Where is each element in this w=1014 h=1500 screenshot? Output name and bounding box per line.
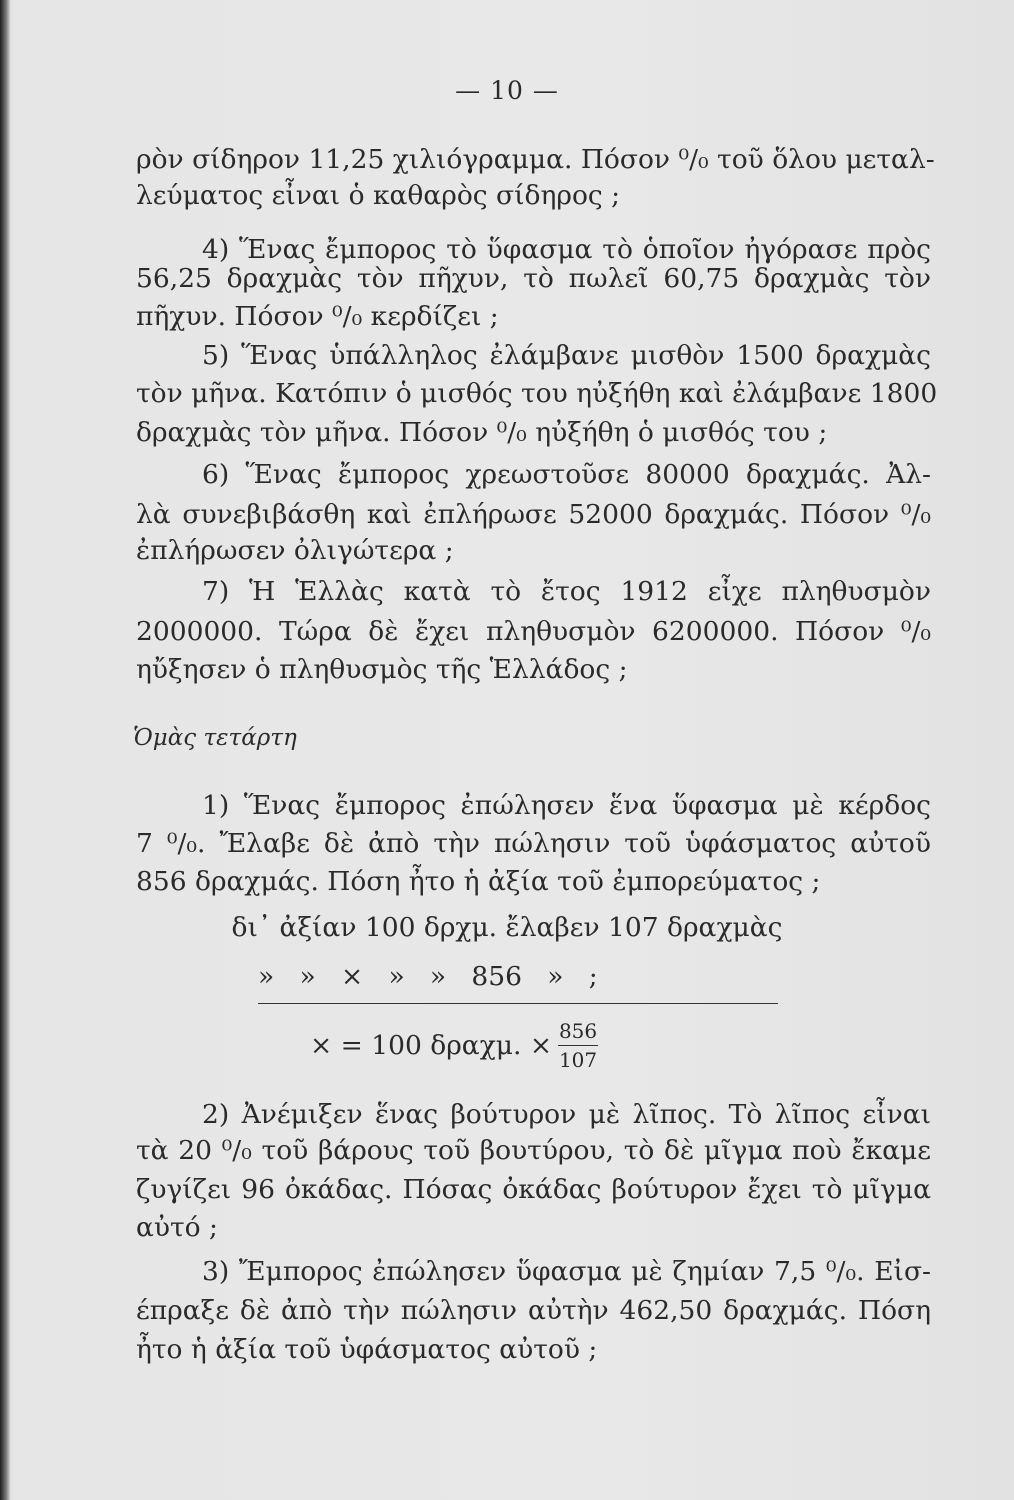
- group4-problem-1-line: 1) Ἕνας ἔμπορος ἐπώλησεν ἕνα ὕφασμα μὲ κέρδος: [202, 790, 931, 821]
- section-heading: Ὁμὰς τετάρτη: [133, 725, 297, 751]
- group4-problem-3-line: 3) Ἔμπορος ἐπώλησεν ὕφασμα μὲ ζημίαν 7,5 ⁰/₀. Εἰσ-: [202, 1256, 931, 1287]
- text-line: δραχμὰς τὸν μῆνα. Πόσον ⁰/₀ ηὐξήθη ὁ μισθός του ;: [136, 417, 828, 448]
- text-line: έπραξε δὲ ἀπὸ τὴν πώλησιν αὐτὴν 462,50 δραχμάς. Πόση: [136, 1295, 931, 1326]
- formula-left: × = 100 δραχμ. ×: [310, 1029, 553, 1061]
- page-number: — 10 —: [455, 76, 559, 105]
- text-line: ζυγίζει 96 ὀκάδας. Πόσας ὀκάδας βούτυρον ἔχει τὸ μῖγμα: [136, 1174, 931, 1205]
- fraction-numerator: 856: [558, 1018, 598, 1043]
- fraction-bar: [558, 1045, 598, 1046]
- problem-7-line: 7) Ἡ Ἑλλὰς κατὰ τὸ ἔτος 1912 εἶχε πληθυσμὸν: [202, 576, 931, 607]
- page-edge-shadow: [0, 0, 10, 1500]
- text-line: ρὸν σίδηρον 11,25 χιλιόγραμμα. Πόσον ⁰/₀ τοῦ ὅλου μεταλ-: [136, 144, 935, 175]
- text-line: 2000000. Τώρα δὲ ἔχει πληθυσμὸν 6200000. Πόσον ⁰/₀: [136, 616, 931, 647]
- problem-6-line: 6) Ἕνας ἔμπορος χρεωστοῦσε 80000 δραχμάς. Ἀλ-: [202, 459, 931, 490]
- calc-divider: [258, 1003, 778, 1004]
- calc-line-1: δι᾽ ἀξίαν 100 δρχμ. ἔλαβεν 107 δραχμὰς: [231, 912, 783, 943]
- text-line: 56,25 δραχμὰς τὸν πῆχυν, τὸ πωλεῖ 60,75 δραχμὰς τὸν: [136, 263, 931, 294]
- calc-line-2: » » × » » 856 » ;: [258, 961, 598, 992]
- problem-4-line: 4) Ἕνας ἔμπορος τὸ ὕφασμα τὸ ὁποῖον ἠγόρασε πρὸς: [202, 234, 931, 265]
- formula-fraction: [558, 1019, 598, 1072]
- text-line: τὰ 20 ⁰/₀ τοῦ βάρους τοῦ βουτύρου, τὸ δὲ μῖγμα ποὺ ἔκαμε: [136, 1135, 931, 1166]
- text-line: 856 δραχμάς. Πόση ἦτο ἡ ἀξία τοῦ ἐμπορεύματος ;: [136, 866, 821, 897]
- group4-problem-2-line: 2) Ἀνέμιξεν ἕνας βούτυρον μὲ λῖπος. Τὸ λῖπος εἶναι: [202, 1099, 931, 1130]
- fraction-denominator: 107: [558, 1047, 598, 1072]
- text-line: πῆχυν. Πόσον ⁰/₀ κερδίζει ;: [136, 301, 499, 332]
- text-line: λὰ συνεβιβάσθη καὶ ἐπλήρωσε 52000 δραχμάς. Πόσον ⁰/₀: [136, 499, 931, 530]
- text-line: ἐπλήρωσεν ὀλιγώτερα ;: [136, 535, 454, 566]
- text-line: λεύματος εἶναι ὁ καθαρὸς σίδηρος ;: [136, 180, 621, 211]
- text-line: ηὔξησεν ὁ πληθυσμὸς τῆς Ἑλλάδος ;: [136, 654, 628, 685]
- text-line: αὐτό ;: [136, 1212, 218, 1243]
- problem-5-line: 5) Ἕνας ὑπάλληλος ἐλάμβανε μισθὸν 1500 δραχμὰς: [202, 340, 931, 371]
- text-line: 7 ⁰/₀. Ἔλαβε δὲ ἀπὸ τὴν πώλησιν τοῦ ὑφάσματος αὐτοῦ: [136, 828, 931, 859]
- text-line: τὸν μῆνα. Κατόπιν ὁ μισθός του ηὐξήθη καὶ ἐλάμβανε 1800: [136, 378, 938, 409]
- text-line: ἦτο ἡ ἀξία τοῦ ὑφάσματος αὐτοῦ ;: [136, 1334, 598, 1365]
- calc-formula: [310, 1015, 598, 1075]
